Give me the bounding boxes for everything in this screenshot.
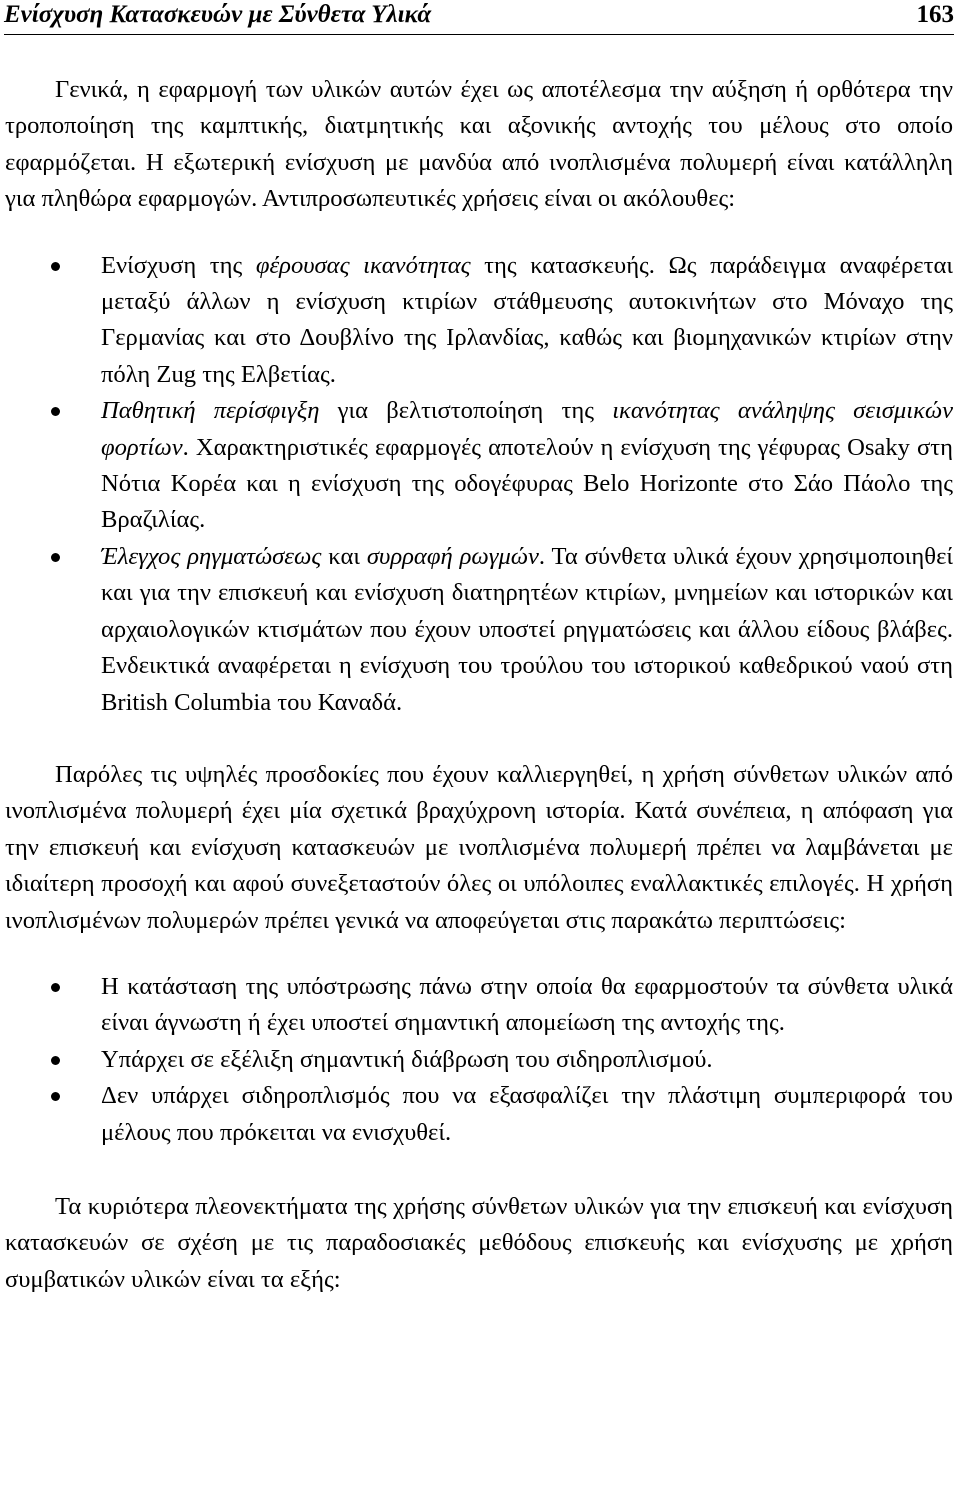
page-number: 163 xyxy=(916,1,954,28)
list-item: Η κατάσταση της υπόστρωσης πάνω στην οποία θα εφαρμοστούν τα σύνθετα υλικά είναι άγνωστη ή έχει υποστεί σημαντική απομείωση της αντοχής της. xyxy=(101,969,953,1042)
list-item: Έλεγχος ρηγματώσεως και συρραφή ρωγμών. Τα σύνθετα υλικά έχουν χρησιμοποιηθεί και για την επισκευή και ενίσχυση διατηρητέων κτιρίων, μνημείων και ιστορικών και αρχαιολογικών κτισμάτων που έχουν υποστεί ρηγματώσεις και άλλου είδους βλάβες. Ενδεικτικά αναφέρεται η ενίσχυση του τρούλου του ιστορικού καθεδρικού ναού στη British Columbia του Καναδά. xyxy=(101,539,953,721)
paragraph-intro: Γενικά, η εφαρμογή των υλικών αυτών έχει ως αποτέλεσμα την αύξηση ή ορθότερα την τροποποίηση της καμπτικής, διατμητικής και αξονικής αντοχής του μέλους στο οποίο εφαρμόζεται. Η εξωτερική ενίσχυση με μανδύα από ινοπλισμένα πολυμερή είναι κατάλληλη για πληθώρα εφαρμογών. Αντιπροσωπευτικές χρήσεις είναι οι ακόλουθες: xyxy=(5,76,953,213)
list-item: Παθητική περίσφιγξη για βελτιστοποίηση της ικανότητας ανάληψης σεισμικών φορτίων. Χαρακτηριστικές εφαρμογές αποτελούν η ενίσχυση της γέφυρας Osaky στη Νότια Κορέα και η ενίσχυση της οδογέφυρας Belo Horizonte στο Σάο Πάολο της Βραζιλίας. xyxy=(101,393,953,539)
avoid-cases-list xyxy=(5,969,953,1151)
paragraph-limitations: Παρόλες τις υψηλές προσδοκίες που έχουν καλλιεργηθεί, η χρήση σύνθετων υλικών από ινοπλισμένα πολυμερή έχει μία σχετικά βραχύχρονη ιστορία. Κατά συνέπεια, η απόφαση για την επισκευή και ενίσχυση κατασκευών με ινοπλισμένα πολυμερή πρέπει να λαμβάνεται με ιδιαίτερη προσοχή και αφού συνεξεταστούν όλες οι υπόλοιπες εναλλακτικές επιλογές. Η χρήση ινοπλισμένων πολυμερών πρέπει γενικά να αποφεύγεται στις παρακάτω περιπτώσεις: xyxy=(5,760,953,934)
page-header xyxy=(4,0,954,35)
paragraph-advantages: Τα κυριότερα πλεονεκτήματα της χρήσης σύνθετων υλικών για την επισκευή και ενίσχυση κατασκευών σε σχέση με τις παραδοσιακές μεθόδους επισκευής και ενίσχυσης με χρήση συμβατικών υλικών είναι τα εξής: xyxy=(5,1192,953,1293)
list-item: Δεν υπάρχει σιδηροπλισμός που να εξασφαλίζει την πλάστιμη συμπεριφορά του μέλους που πρόκειται να ενισχυθεί. xyxy=(101,1078,953,1151)
applications-list xyxy=(5,248,953,721)
running-title: Ενίσχυση Κατασκευών με Σύνθετα Υλικά xyxy=(4,1,432,28)
list-item: Ενίσχυση της φέρουσας ικανότητας της κατασκευής. Ως παράδειγμα αναφέρεται μεταξύ άλλων η ενίσχυση κτιρίων στάθμευσης αυτοκινήτων στο Μόναχο της Γερμανίας και στο Δουβλίνο της Ιρλανδίας, καθώς και βιομηχανικών κτιρίων στην πόλη Zug της Ελβετίας. xyxy=(101,248,953,394)
page-body xyxy=(5,72,953,1298)
list-item: Υπάρχει σε εξέλιξη σημαντική διάβρωση του σιδηροπλισμού. xyxy=(101,1042,953,1078)
